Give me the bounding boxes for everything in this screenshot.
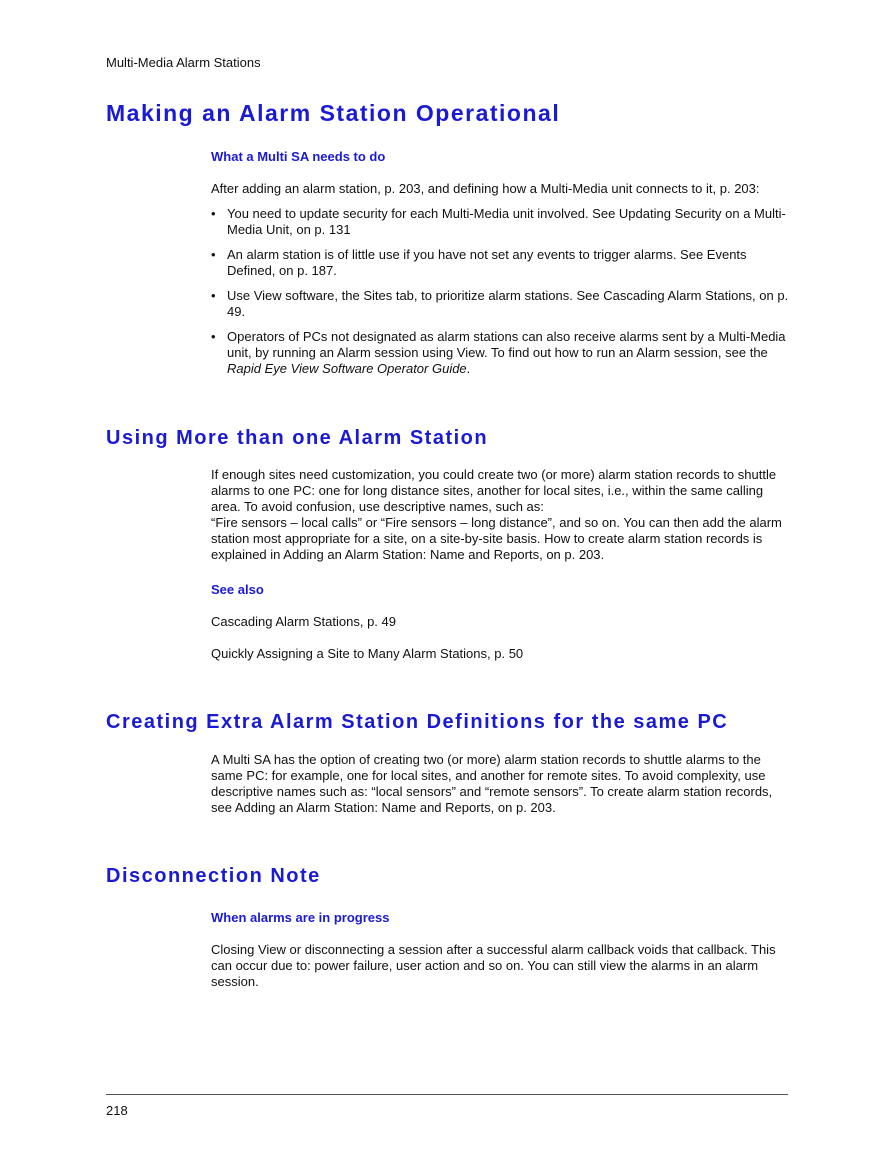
- list-item-text: You need to update security for each Multi-Media unit involved. See Updating Security on a Multi-Media Unit, on p. 131: [227, 206, 786, 237]
- bullet-icon: •: [211, 288, 216, 303]
- section-title-disconnection-note: Disconnection Note: [106, 865, 321, 887]
- intro-paragraph: After adding an alarm station, p. 203, and defining how a Multi-Media unit connects to it, p. 203:: [211, 181, 760, 196]
- subheading-alarms-in-progress: When alarms are in progress: [211, 910, 390, 925]
- requirements-list: [211, 206, 791, 386]
- list-item: [211, 247, 791, 279]
- page-number: 218: [106, 1103, 128, 1118]
- subheading-see-also: See also: [211, 582, 264, 597]
- footer-divider: [106, 1094, 788, 1095]
- section-title-extra-definitions: Creating Extra Alarm Station Definitions for the same PC: [106, 711, 729, 733]
- section-title-more-than-one: Using More than one Alarm Station: [106, 427, 489, 449]
- list-item-text-before: Operators of PCs not designated as alarm stations can also receive alarms sent by a Multi-Media unit, by running an Alarm session using View. To find out how to run an Alarm session, see the: [227, 329, 786, 360]
- bullet-icon: •: [211, 329, 216, 344]
- disconnection-paragraph: Closing View or disconnecting a session after a successful alarm callback voids that callback. This can occur due to: power failure, user action and so on. You can still view the alarms in an alarm session.: [211, 942, 776, 989]
- see-also-item-quickly-assigning: Quickly Assigning a Site to Many Alarm Stations, p. 50: [211, 646, 524, 661]
- list-item: [211, 206, 791, 238]
- list-item-text: An alarm station is of little use if you have not set any events to trigger alarms. See Events Defined, on p. 187.: [227, 247, 747, 278]
- list-item-text: Use View software, the Sites tab, to prioritize alarm stations. See Cascading Alarm Stations, on p. 49.: [227, 288, 789, 319]
- bullet-icon: •: [211, 247, 216, 262]
- list-item-text-after: .: [466, 361, 471, 376]
- more-than-one-paragraph-2: “Fire sensors – local calls” or “Fire sensors – long distance”, and so on. You can then add the alarm station most appropriate for a site, on a site-by-site basis. How to create alarm station records is explained in Adding an Alarm Station: Name and Reports, on p. 203.: [211, 515, 782, 562]
- see-also-item-cascading: Cascading Alarm Stations, p. 49: [211, 614, 396, 629]
- guide-title: Rapid Eye View Software Operator Guide: [227, 361, 467, 376]
- running-header: Multi-Media Alarm Stations: [106, 55, 261, 70]
- list-item: [211, 329, 791, 377]
- more-than-one-paragraph-1: If enough sites need customization, you could create two (or more) alarm station records to shuttle alarms to one PC: one for long distance sites, another for local sites, i.e., within the same calling area. To avoid confusion, use descriptive names, such as:: [211, 467, 777, 514]
- subheading-multi-sa-needs: What a Multi SA needs to do: [211, 149, 386, 164]
- extra-definitions-paragraph: A Multi SA has the option of creating two (or more) alarm station records to shuttle alarms to the same PC: for example, one for local sites, and another for remote sites. To avoid complexity, use descriptive names such as: “local sensors” and “remote sensors”. To create alarm station records, see Adding an Alarm Station: Name and Reports, on p. 203.: [211, 752, 773, 815]
- bullet-icon: •: [211, 206, 216, 221]
- list-item: [211, 288, 791, 320]
- section-title-making-operational: Making an Alarm Station Operational: [106, 100, 561, 126]
